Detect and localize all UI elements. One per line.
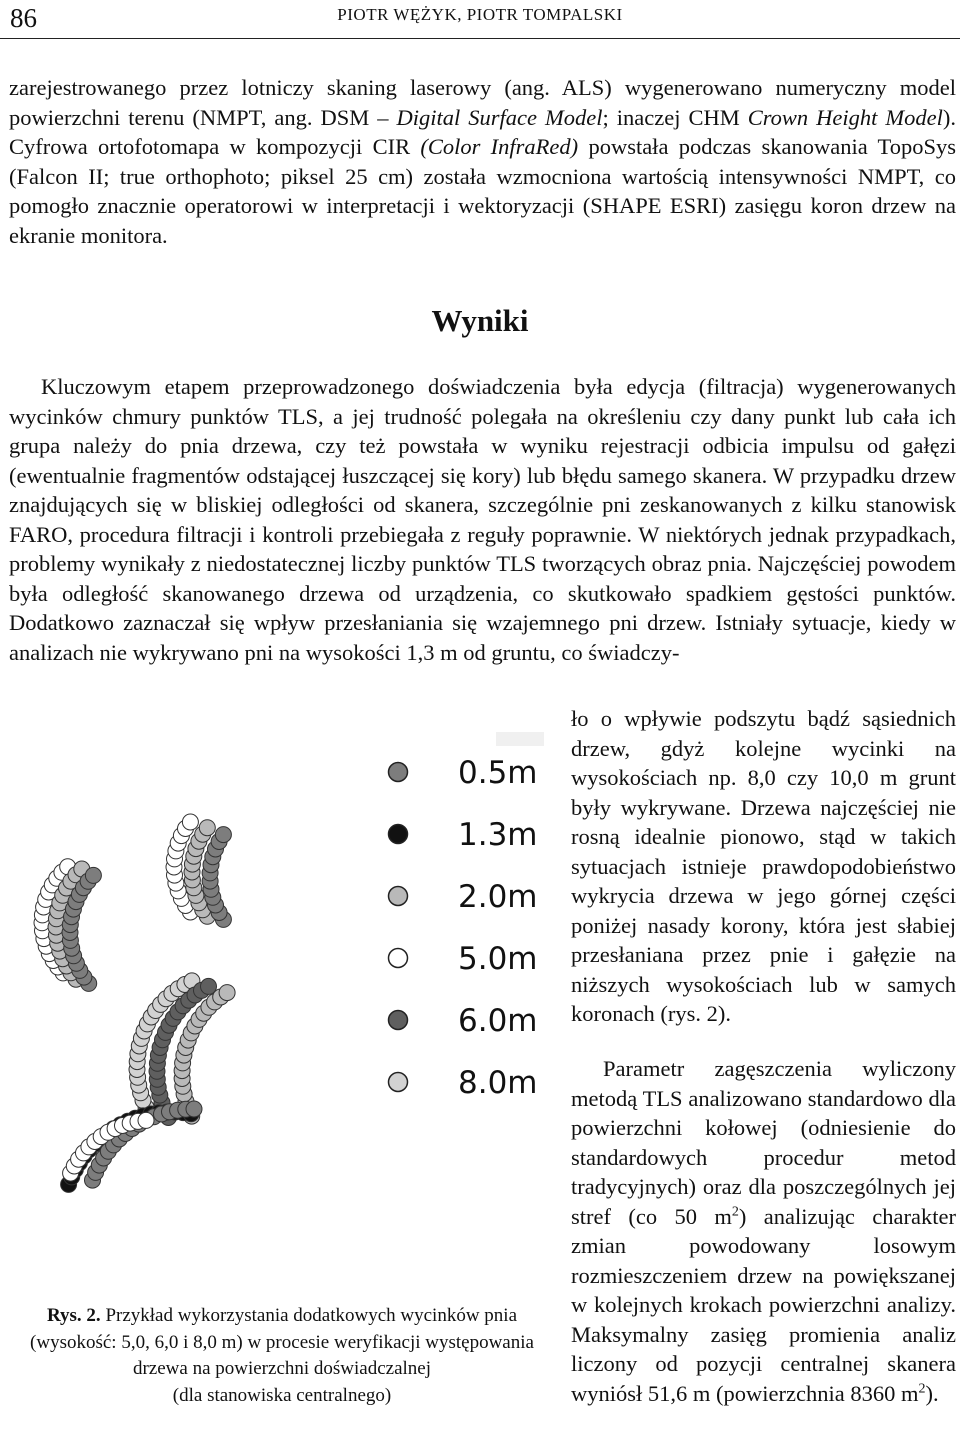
paragraph-results-continued: ło o wpływie podszytu bądź sąsiednich drzew, gdyż kolejne wycinki na wysokościach np. 8,0 czy 10,0 m grunt były wykrywane. Drzewa najczęściej nie rosną idealnie pionowo, stąd w takich sytuacjach istnieje prawdopodobieństwo wykrycia drzewa w jego górnej części poniżej nasady korony, która jest słabiej przesłaniana przez pnie i gałęzie na niższych wysokościach lub w samych koronach (rys. 2). [571,706,956,1026]
superscript: 2 [918,1381,926,1396]
caption-label: Rys. 2. [46,1305,101,1326]
legend-marker-3 [389,887,408,906]
italic-term: (Color InfraRed) [420,134,579,159]
text-span: powstała podczas skanowania TopoSys (Falcon II; true orthophoto; piksel 25 cm) została wzmocniona wartością intensywności NMPT, co pomogło znacznie operatorowi w interpretacji i wektoryzacji (SHAPE ESRI) zasięgu koron drzew na ekranie monitora. [9,134,957,248]
point-marker [85,867,101,883]
italic-term: Crown Height Model [747,104,943,130]
page-number: 86 [10,3,37,33]
running-head: PIOTR WĘŻYK, PIOTR TOMPALSKI [337,5,623,24]
legend-marker-5 [389,1011,408,1030]
point-marker [199,820,215,836]
text-span: ; inaczej CHM [602,104,748,130]
italic-term: Digital Surface Model [396,104,603,130]
legend-label-6: 8.0m [458,1065,538,1101]
point-marker [186,1101,202,1117]
legend-label-5: 6.0m [458,1003,538,1039]
text-span: ). [925,1380,939,1406]
legend-mark [496,732,544,746]
figure-caption [22,1303,542,1409]
text-span: ). Cyfrowa ortofotomapa w kompozycji CIR [9,104,957,159]
paragraph-density [571,1054,956,1408]
legend-marker-4 [389,949,408,968]
text-span: Parametr zagęszczenia wyliczony metodą TLS analizowano standardowo dla powierzchni kołowej (odniesienie do standardowych procedur metod tradycyjnych) oraz dla poszczególnych jej stref (co 50 m [571,1056,956,1229]
legend-label-3: 2.0m [458,879,538,915]
legend [389,755,538,1101]
legend-label-1: 0.5m [458,755,538,791]
point-marker [182,814,198,830]
caption-text: Przykład wykorzystania dodatkowych wycinków pnia (wysokość: 5,0, 6,0 i 8,0 m) w procesie weryfikacji występowania drzewa na powierzchni doświadczalnej [30,1305,534,1379]
point-cloud-plot [22,722,552,1302]
legend-label-4: 5.0m [458,941,538,977]
paragraph-results: Kluczowym etapem przeprowadzonego doświadczenia była edycja (filtracja) wygenerowanych wycinków chmury punktów TLS, a jej trudność polegała na określeniu czy dany punkt lub cała ich grupa należy do pnia drzewa, czy też powstała w wyniku rejestracji odbicia impulsu od gałęzi (ewentualnie fragmentów odstającej łuszczącej się kory) lub błędu samego skanera. W przypadku drzew znajdujących się w bliskiej odległości od skanera, szczególnie pni zeskanowanych z kilku stanowisk FARO, procedura filtracji i kontroli przebiegała z reguły poprawnie. W niektórych jednak przypadkach, problemy wynikały z niedostatecznej liczby punktów TLS tworzących obraz pnia. Najczęściej powodem była odległość skanowanego drzewa od urządzenia, co skutkowało spadkiem gęstości punktów. Dodatkowo zaznaczał się wpływ przesłaniania się wzajemnego pni drzew. Istniały sytuacje, kiedy w analizach nie wykrywano pni na wysokości 1,3 m od gruntu, co świadczy- [9,374,956,665]
legend-marker-1 [389,763,408,782]
section-heading: Wyniki [431,303,529,338]
caption-text-note: (dla stanowiska centralnego) [172,1384,392,1406]
point-cloud-layer [34,814,235,1192]
text-span: zarejestrowanego przez lotniczy skaning laserowy (ang. ALS) wygenerowano numeryczny model powierzchni terenu (NMPT, ang. DSM – [9,75,956,130]
legend-marker-6 [389,1073,408,1092]
superscript: 2 [731,1204,739,1219]
point-marker [138,1112,154,1128]
point-marker [215,827,231,843]
paragraph-intro [9,73,956,250]
point-marker [219,985,235,1001]
text-span: ) analizując charakter zmian powodowany losowym rozmieszczeniem drzew na powiększanej w kolejnych krokach powierzchni analizy. Maksymalny zasięg promienia analiz liczony od pozycji centralnej skanera wyniósł 51,6 m (powierzchnia 8360 m [571,1203,956,1406]
figure-stem-slices [22,722,552,1302]
legend-label-2: 1.3m [458,817,538,853]
legend-marker-2 [389,825,408,844]
page-header [0,0,960,39]
